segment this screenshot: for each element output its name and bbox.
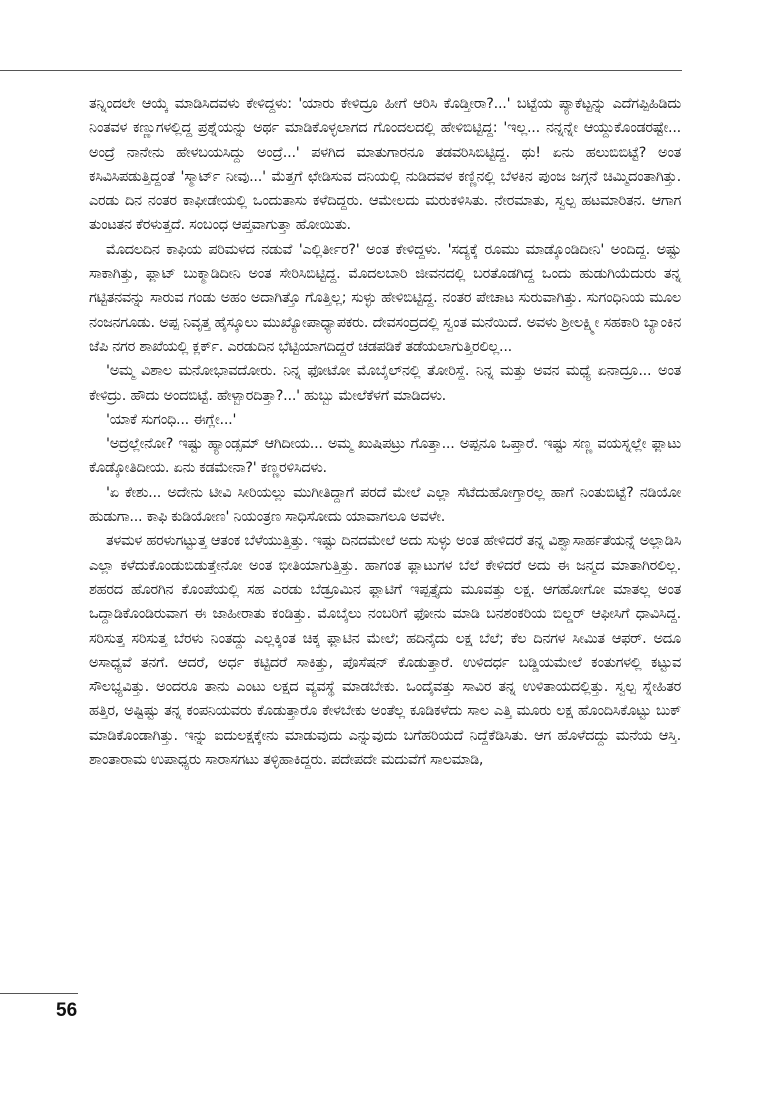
page-number: 56	[56, 1000, 78, 1021]
paragraph-6: 'ಏ ಕೇಶು... ಅದೇನು ಟೀವಿ ಸೀರಿಯಲ್ಲು ಮುಗೀತಿದ್ದಾಗೆ ಪರದೆ ಮೇಲೆ ಎಲ್ಲಾ ಸೆಟೆದುಹೋಗ್ತಾರಲ್ಲ ಹಾಗೆ ನಿಂತುಬಿಟ್ಟೆ? ನಡಿಯೋ ಹುಡುಗಾ... ಕಾಫಿ ಕುಡಿಯೋಣ' ನಿಯಂತ್ರಣ ಸಾಧಿಸೋದು ಯಾವಾಗಲೂ ಅವಳೇ.	[89, 484, 682, 526]
paragraph-1: ತನ್ನಿಂದಲೇ ಆಯ್ಕೆ ಮಾಡಿಸಿದವಳು ಕೇಳಿದ್ದಳು: 'ಯಾರು ಕೇಳಿದ್ರೂ ಹೀಗೆ ಆರಿಸಿ ಕೊಡ್ತೀರಾ?...' ಬಟ್ಟೆಯ ಪ್ಯಾಕೆಟ್ಟನ್ನು ಎದೆಗಪ್ಪಿಹಿಡಿದು ನಿಂತವಳ ಕಣ್ಣುಗಳಲ್ಲಿದ್ದ ಪ್ರಶ್ನೆಯನ್ನು ಅರ್ಥ ಮಾಡಿಕೊಳ್ಳಲಾಗದ ಗೊಂದಲದಲ್ಲಿ ಹೇಳಿಬಿಟ್ಟಿದ್ದ: 'ಇಲ್ಲ... ನನ್ನನ್ನೇ ಆಯ್ದುಕೊಂಡರಷ್ಟೇ... ಅಂದ್ರೆ ನಾನೇನು ಹೇಳಬಯಸಿದ್ದು ಅಂದ್ರೆ...' ಪಳಗಿದ ಮಾತುಗಾರನೂ ತಡವರಿಸಿಬಿಟ್ಟಿದ್ದ. ಥು! ಏನು ಹಲುಬಿಬಿಟ್ಟೆ? ಅಂತ ಕಸಿವಿಸಿಪಡುತ್ತಿದ್ದಂತೆ 'ಸ್ಮಾರ್ಟ್ ನೀವು...' ಮೆತ್ತಗೆ ಛೇಡಿಸುವ ದನಿಯಲ್ಲಿ ನುಡಿದವಳ ಕಣ್ಣಿನಲ್ಲಿ ಬೆಳಕಿನ ಪುಂಜ ಜಗ್ಗನೆ ಚಿಮ್ಮಿದಂತಾಗಿತ್ತು. ಎರಡು ದಿನ ನಂತರ ಕಾಫೀಡೇಯಲ್ಲಿ ಒಂದುತಾಸು ಕಳೆದಿದ್ದರು. ಆಮೇಲದು ಮರುಕಳಿಸಿತು. ನೇರಮಾತು, ಸ್ವಲ್ಪ ಹಟಮಾರಿತನ. ಆಗಾಗ ತುಂಟತನ ಕೆರಳುತ್ತದೆ. ಸಂಬಂಧ ಆಪ್ತವಾಗುತ್ತಾ ಹೋಯಿತು.	[89, 96, 681, 234]
bottom-rule	[0, 993, 78, 994]
paragraph-3: 'ಅಮ್ಮ ವಿಶಾಲ ಮನೋಭಾವದೋರು. ನಿನ್ನ ಫೋಟೋ ಮೊಬೈಲ್‌ನಲ್ಲಿ ತೋರಿಸ್ದೆ. ನಿನ್ನ ಮತ್ತು ಅವನ ಮಧ್ಯೆ ಏನಾದ್ರೂ... ಅಂತ ಕೇಳಿದ್ರು. ಹೌದು ಅಂದಬಿಟ್ಟೆ. ಹೇಳ್ಬಾರದಿತ್ತಾ?...' ಹುಬ್ಬು ಮೇಲೆಕೆಳಗೆ ಮಾಡಿದಳು.	[89, 363, 681, 404]
paragraph-4: 'ಯಾಕೆ ಸುಗಂಧಿ... ಈಗ್ಲೇ...'	[106, 411, 237, 428]
paragraph-5: 'ಅದ್ರಲ್ಲೇನೋ? ಇಷ್ಟು ಹ್ಯಾಂಡ್ಸಮ್ ಆಗಿದೀಯ... ಅಮ್ಮ ಖುಷಿಪಟ್ರು ಗೊತ್ತಾ... ಅಪ್ಪನೂ ಒಪ್ತಾರೆ. ಇಷ್ಟು ಸಣ್ಣ ವಯಸ್ನಲ್ಲೇ ಫ್ಲಾಟು ಕೊಡ್ಕೋತಿದೀಯ. ಏನು ಕಡಮೇನಾ?' ಕಣ್ಣರಳಿಸಿದಳು.	[89, 436, 681, 477]
paragraph-2: ಮೊದಲದಿನ ಕಾಫಿಯ ಪರಿಮಳದ ನಡುವೆ 'ಎಲ್ಲಿರ್ತೀರ?' ಅಂತ ಕೇಳಿದ್ದಳು. 'ಸದ್ಯಕ್ಕೆ ರೂಮು ಮಾಡ್ಕೊಂಡಿದೀನಿ' ಅಂದಿದ್ದ. ಅಷ್ಟು ಸಾಕಾಗಿತ್ತು, ಫ್ಲಾಟ್ ಬುಕ್ಮಾಡಿದೀನಿ ಅಂತ ಸೇರಿಸಿಬಿಟ್ಟಿದ್ದ. ಮೊದಲಬಾರಿ ಜೀವನದಲ್ಲಿ ಬರತೊಡಗಿದ್ದ ಒಂದು ಹುಡುಗಿಯೆದುರು ತನ್ನ ಗಟ್ಟಿತನವನ್ನು ಸಾರುವ ಗಂಡು ಅಹಂ ಅದಾಗಿತ್ತೊ ಗೊತ್ತಿಲ್ಲ; ಸುಳ್ಳು ಹೇಳಿಬಿಟ್ಟಿದ್ದ. ನಂತರ ಪೇಚಾಟ ಸುರುವಾಗಿತ್ತು. ಸುಗಂಧಿನಿಯ ಮೂಲ ನಂಜನಗೂಡು. ಅಪ್ಪ ನಿವೃತ್ತ ಹೈಸ್ಕೂಲು ಮುಖ್ಯೋಪಾಧ್ಯಾಪಕರು. ದೇವಸಂದ್ರದಲ್ಲಿ ಸ್ವಂತ ಮನೆಯಿದೆ. ಅವಳು ಶ್ರೀಲಕ್ಷ್ಮೀ ಸಹಕಾರಿ ಬ್ಯಾಂಕಿನ ಜೆಪಿ ನಗರ ಶಾಖೆಯಲ್ಲಿ ಕ್ಲರ್ಕ್. ಎರಡುದಿನ ಭೆಟ್ಟಿಯಾಗದಿದ್ದರೆ ಚಡಪಡಿಕೆ ತಡೆಯಲಾಗುತ್ತಿರಲಿಲ್ಲ...	[89, 241, 681, 355]
paragraph-7: ತಳಮಳ ಹರಳುಗಟ್ಟುತ್ತ ಆತಂಕ ಬೆಳೆಯುತ್ತಿತ್ತು. ಇಷ್ಟು ದಿನದಮೇಲೆ ಅದು ಸುಳ್ಳು ಅಂತ ಹೇಳಿದರೆ ತನ್ನ ವಿಶ್ವಾಸಾರ್ಹತೆಯನ್ನೆ ಅಲ್ಲಾಡಿಸಿ ಎಲ್ಲಾ ಕಳೆದುಕೊಂಡುಬಿಡುತ್ತೇನೋ ಅಂತ ಭೀತಿಯಾಗುತ್ತಿತ್ತು. ಹಾಗಂತ ಫ್ಲಾಟುಗಳ ಬೆಲೆ ಕೇಳಿದರೆ ಅದು ಈ ಜನ್ಮದ ಮಾತಾಗಿರಲಿಲ್ಲ. ಶಹರದ ಹೊರಗಿನ ಕೊಂಪೆಯಲ್ಲಿ ಸಹ ಎರಡು ಬೆಡ್ರೂಮಿನ ಫ್ಲಾಟಿಗೆ ಇಪ್ಪತ್ತೈದು ಮೂವತ್ತು ಲಕ್ಷ. ಆಗಹೋಗೋ ಮಾತಲ್ಲ ಅಂತ ಒದ್ದಾಡಿಕೊಂಡಿರುವಾಗ ಈ ಜಾಹೀರಾತು ಕಂಡಿತ್ತು. ಮೊಬೈಲು ನಂಬರಿಗೆ ಫೋನು ಮಾಡಿ ಬನಶಂಕರಿಯ ಬಿಲ್ಡರ್ ಆಫೀಸಿಗೆ ಧಾವಿಸಿದ್ದ. ಸರಿಸುತ್ತ ಸರಿಸುತ್ತ ಬೆರಳು ನಿಂತದ್ದು ಎಲ್ಲಕ್ಕಿಂತ ಚಿಕ್ಕ ಫ್ಲಾಟಿನ ಮೇಲೆ; ಹದಿನೈದು ಲಕ್ಷ ಬೆಲೆ; ಕೆಲ ದಿನಗಳ ಸೀಮಿತ ಆಫರ್. ಅದೂ ಅಸಾಧ್ಯವೆ ತನಗೆ. ಆದರೆ, ಅರ್ಧ ಕಟ್ಟಿದರೆ ಸಾಕಿತ್ತು, ಪೊಸೆಷನ್ ಕೊಡುತ್ತಾರೆ. ಉಳಿದರ್ಧ ಬಡ್ಡಿಯಮೇಲೆ ಕಂತುಗಳಲ್ಲಿ ಕಟ್ಟುವ ಸೌಲಭ್ಯವಿತ್ತು. ಅಂದರೂ ತಾನು ಎಂಟು ಲಕ್ಷದ ವ್ಯವಸ್ಥೆ ಮಾಡಬೇಕು. ಒಂದೈವತ್ತು ಸಾವಿರ ತನ್ನ ಉಳಿತಾಯದಲ್ಲಿತ್ತು. ಸ್ವಲ್ಪ ಸ್ನೇಹಿತರ ಹತ್ತಿರ, ಅಷ್ಟಿಷ್ಟು ತನ್ನ ಕಂಪನಿಯವರು ಕೊಡುತ್ತಾರೊ ಕೇಳಬೇಕು ಅಂತೆಲ್ಲ ಕೂಡಿಕಳೆದು ಸಾಲ ಎತ್ತಿ ಮೂರು ಲಕ್ಷ ಹೊಂದಿಸಿಕೊಟ್ಟು ಬುಕ್ ಮಾಡಿಕೊಂಡಾಗಿತ್ತು. ಇನ್ನು ಐದುಲಕ್ಷಕ್ಕೇನು ಮಾಡುವುದು ಎನ್ನುವುದು ಬಗೆಹರಿಯದೆ ನಿದ್ದೆಕೆಡಿಸಿತು. ಆಗ ಹೊಳೆದದ್ದು ಮನೆಯ ಆಸ್ತಿ. ಶಾಂತಾರಾಮ ಉಪಾಧ್ಯರು ಸಾರಾಸಗಟು ತಳ್ಳಿಹಾಕಿದ್ದರು. ಪದೇಪದೇ ಮದುವೆಗೆ ಸಾಲಮಾಡಿ,	[89, 533, 681, 769]
top-rule	[0, 70, 682, 71]
body-text	[89, 92, 681, 772]
